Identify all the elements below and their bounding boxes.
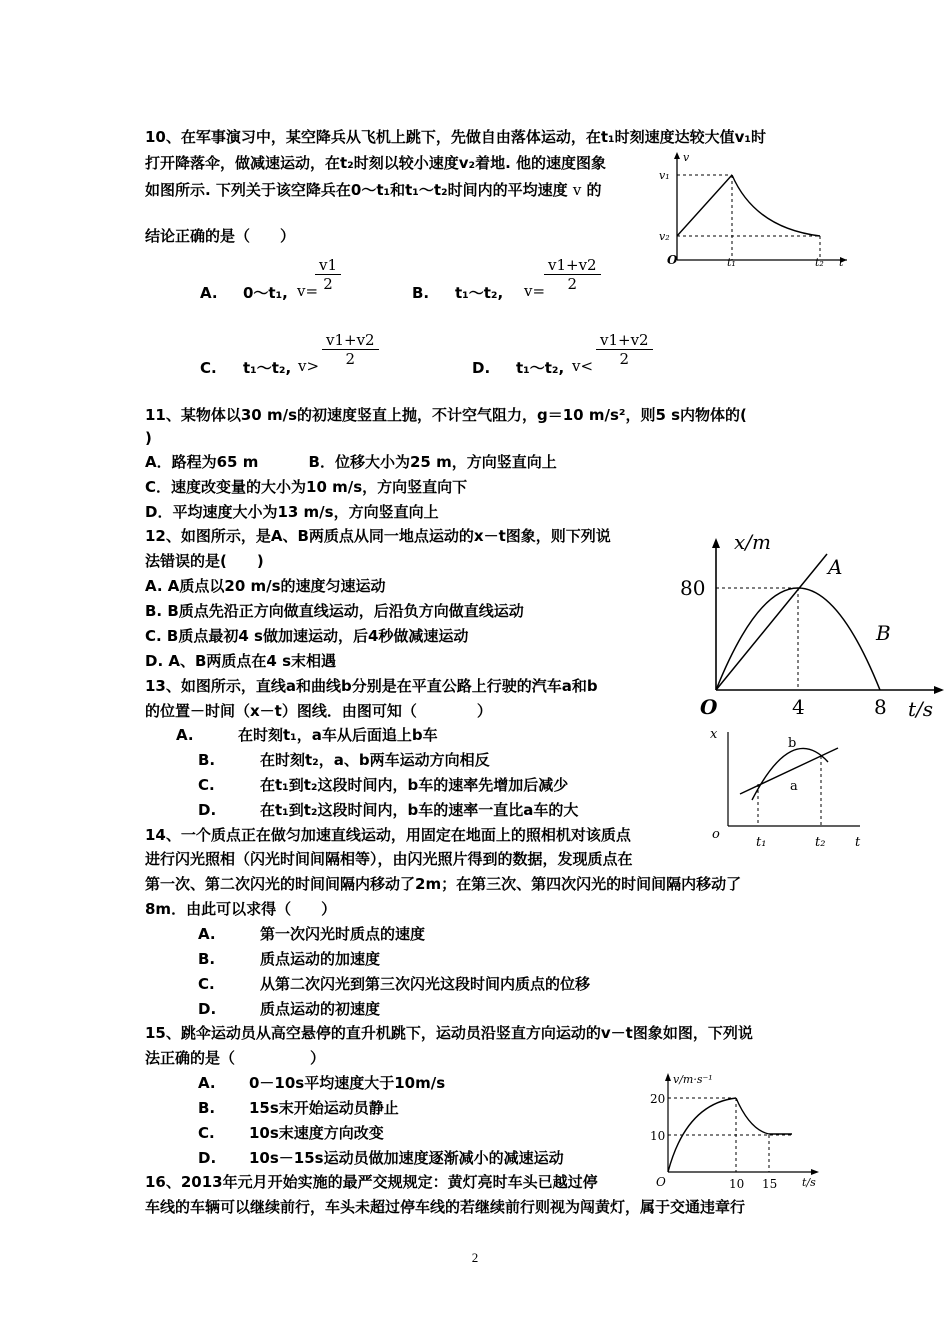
q15-origin-label: O xyxy=(656,1175,666,1189)
q10-optA-den: 2 xyxy=(323,275,333,293)
q13-line-a xyxy=(740,748,838,794)
q10-optD-frac xyxy=(596,331,653,368)
q14-optA-label: A. xyxy=(198,925,216,943)
q14-optD-label: D. xyxy=(198,1000,217,1018)
q13-optC-label: C. xyxy=(198,776,215,794)
q10-optD-label: D. xyxy=(472,359,491,377)
q14-line2: 进行闪光照相（闪光时间间隔相等），由闪光照片得到的数据，发现质点在 xyxy=(145,850,633,868)
q15-10-label: 10 xyxy=(650,1129,666,1143)
q13-optC: 在t₁到t₂这段时间内，b车的速率先增加后减少 xyxy=(260,776,569,794)
q10-line3-end: 的 xyxy=(586,181,602,199)
q10-line1: 10、在军事演习中，某空降兵从飞机上跳下，先做自由落体运动，在t₁时刻速度达较大值v₁时 xyxy=(145,128,766,146)
q13-t1-label: t₁ xyxy=(756,835,767,850)
q10-v2-label: v₂ xyxy=(659,230,670,243)
q12-origin-label: O xyxy=(700,695,718,719)
q15-t-label: t/s xyxy=(802,1176,816,1189)
q10-optB-den: 2 xyxy=(567,275,578,293)
q15-optB-label: B. xyxy=(198,1099,216,1117)
q12-optC: C. B质点最初4 s做加速运动，后4秒做减速运动 xyxy=(145,627,469,645)
q10-v1-label: v₁ xyxy=(659,169,670,182)
q15-line2: 法正确的是（ ） xyxy=(145,1049,326,1067)
q10-v-axis-arrow xyxy=(674,152,680,159)
q12-4-label: 4 xyxy=(792,695,805,719)
q10-optC-den: 2 xyxy=(345,350,356,368)
q14-optB: 质点运动的加速度 xyxy=(260,950,381,968)
q13-optD: 在t₁到t₂这段时间内，b车的速率一直比a车的大 xyxy=(260,801,579,819)
q15-optC: 10s末速度方向改变 xyxy=(249,1124,384,1142)
q10-accel-line xyxy=(677,175,732,236)
q10-line2: 打开降落伞，做减速运动，在t₂时刻以较小速度v₂着地. 他的速度图象 xyxy=(145,154,607,172)
q12-optB: B. B质点先沿正方向做直线运动，后沿负方向做直线运动 xyxy=(145,602,524,620)
q15-v-axis-arrow xyxy=(665,1073,671,1081)
q10-optD-rel: v< xyxy=(572,357,594,375)
page-number: 2 xyxy=(471,1250,479,1265)
q13-optB-label: B. xyxy=(198,751,216,769)
q15-t-axis-arrow xyxy=(811,1169,819,1175)
q12-80-label: 80 xyxy=(680,576,706,600)
q10-optA-frac xyxy=(315,256,341,293)
q10-v-label: v xyxy=(683,151,690,164)
q13-line2: 的位置－时间（x－t）图线．由图可知（ ） xyxy=(145,702,492,720)
q15-decel-curve xyxy=(736,1098,769,1134)
q12-optA: A. A质点以20 m/s的速度匀速运动 xyxy=(145,577,386,595)
q13-origin-label: o xyxy=(712,827,720,842)
q13-line1: 13、如图所示，直线a和曲线b分别是在平直公路上行驶的汽车a和b xyxy=(145,677,598,695)
q13-x-label: x xyxy=(710,727,718,742)
q14-optB-label: B. xyxy=(198,950,216,968)
q12-y-label: x/m xyxy=(734,530,771,554)
q12-t-label: t/s xyxy=(908,697,934,721)
q13-optD-label: D. xyxy=(198,801,217,819)
q15-optC-label: C. xyxy=(198,1124,215,1142)
q12-8-label: 8 xyxy=(874,695,887,719)
q15-optA: 0－10s平均速度大于10m/s xyxy=(249,1074,446,1092)
q12-optD: D. A、B两质点在4 s末相遇 xyxy=(145,652,337,670)
q12-line1: 12、如图所示，是A、B两质点从同一地点运动的x－t图象，则下列说 xyxy=(145,527,611,545)
q10-optC-label: C. xyxy=(200,359,217,377)
q12-A-label: A xyxy=(828,555,843,579)
q15-optA-label: A. xyxy=(198,1074,216,1092)
q10-optB-text: t₁～t₂, xyxy=(455,284,504,302)
q12-B-label: B xyxy=(876,621,891,645)
q11-optC: C．速度改变量的大小为10 m/s，方向竖直向下 xyxy=(145,478,468,496)
q10-t-label: t xyxy=(839,256,844,268)
q15-x15-label: 15 xyxy=(762,1177,778,1191)
q10-graph xyxy=(655,148,855,268)
q10-optB-num: v1+v2 xyxy=(544,256,601,275)
q10-line4: 结论正确的是（ ） xyxy=(145,227,296,245)
q10-optD-num: v1+v2 xyxy=(596,331,653,350)
q14-optD: 质点运动的初速度 xyxy=(260,1000,381,1018)
q12-x-axis-arrow xyxy=(712,538,720,548)
q10-line3-vbar: v xyxy=(572,181,582,199)
q12-t-axis-arrow xyxy=(934,686,944,694)
q15-accel-curve xyxy=(668,1098,736,1172)
q10-optC-num: v1+v2 xyxy=(322,331,379,350)
q11-line2: ) xyxy=(145,429,152,447)
q15-optB: 15s末开始运动员静止 xyxy=(249,1099,399,1117)
q16-line2: 车线的车辆可以继续前行，车头未超过停车线的若继续前行则视为闯黄灯，属于交通违章行 xyxy=(145,1198,746,1216)
q14-line3: 第一次、第二次闪光的时间间隔内移动了2m；在第三次、第四次闪光的时间间隔内移动了 xyxy=(145,875,742,893)
q14-line1: 14、一个质点正在做匀加速直线运动，用固定在地面上的照相机对该质点 xyxy=(145,826,631,844)
q13-a-label: a xyxy=(790,779,798,794)
q12-line2: 法错误的是( ) xyxy=(145,552,264,570)
q15-x10-label: 10 xyxy=(729,1177,745,1191)
q10-t2-label: t₂ xyxy=(815,256,824,268)
q15-line1: 15、跳伞运动员从高空悬停的直升机跳下，运动员沿竖直方向运动的v－t图象如图，下列说 xyxy=(145,1024,753,1042)
q10-optB-frac xyxy=(544,256,601,293)
q13-b-label: b xyxy=(788,736,797,751)
q13-t2-label: t₂ xyxy=(815,835,826,850)
q10-optA-label: A. xyxy=(200,284,218,302)
q10-line3-text: 如图所示. 下列关于该空降兵在0～t₁和t₁～t₂时间内的平均速度 xyxy=(145,181,568,199)
q10-origin-label: O xyxy=(667,253,678,267)
q15-optD-label: D. xyxy=(198,1149,217,1167)
q10-optD-text: t₁～t₂, xyxy=(516,359,565,377)
q10-optC-text: t₁～t₂, xyxy=(243,359,292,377)
q10-optD-den: 2 xyxy=(619,350,630,368)
q11-line1: 11、某物体以30 m/s的初速度竖直上抛，不计空气阻力，g＝10 m/s²，则5 s内物体的( xyxy=(145,406,747,424)
q14-line4: 8m．由此可以求得（ ） xyxy=(145,900,337,918)
q13-optB: 在时刻t₂，a、b两车运动方向相反 xyxy=(260,751,490,769)
q13-graph xyxy=(700,724,870,854)
q14-optC: 从第二次闪光到第三次闪光这段时间内质点的位移 xyxy=(260,975,591,993)
q10-optC-rel: v> xyxy=(298,357,320,375)
q15-v-label: v/m·s⁻¹ xyxy=(673,1073,713,1086)
q13-t-label: t xyxy=(855,835,861,850)
q10-optB-rel: v= xyxy=(524,282,546,300)
q13-optA: 在时刻t₁，a车从后面追上b车 xyxy=(238,726,438,744)
q10-decel-curve xyxy=(732,175,820,236)
q15-20-label: 20 xyxy=(650,1092,666,1106)
q11-optAB: A．路程为65 m B．位移大小为25 m，方向竖直向上 xyxy=(145,453,557,471)
q15-graph xyxy=(648,1068,828,1192)
q14-optC-label: C. xyxy=(198,975,215,993)
q11-optD: D．平均速度大小为13 m/s，方向竖直向上 xyxy=(145,503,439,521)
q10-optB-label: B. xyxy=(412,284,430,302)
q12-line-A xyxy=(716,554,827,690)
q10-t1-label: t₁ xyxy=(727,256,736,268)
q15-optD: 10s－15s运动员做加速度逐渐减小的减速运动 xyxy=(249,1149,564,1167)
q16-line1: 16、2013年元月开始实施的最严交规规定：黄灯亮时车头已越过停 xyxy=(145,1173,598,1191)
q10-optA-text: 0～t₁, xyxy=(243,284,288,302)
q10-line3 xyxy=(145,180,602,200)
q10-optC-frac xyxy=(322,331,379,368)
q10-optA-rel: v= xyxy=(297,282,319,300)
q14-optA: 第一次闪光时质点的速度 xyxy=(260,925,426,943)
q12-graph xyxy=(672,530,948,726)
q10-optA-num: v1 xyxy=(315,256,341,275)
q13-optA-label: A. xyxy=(176,726,194,744)
